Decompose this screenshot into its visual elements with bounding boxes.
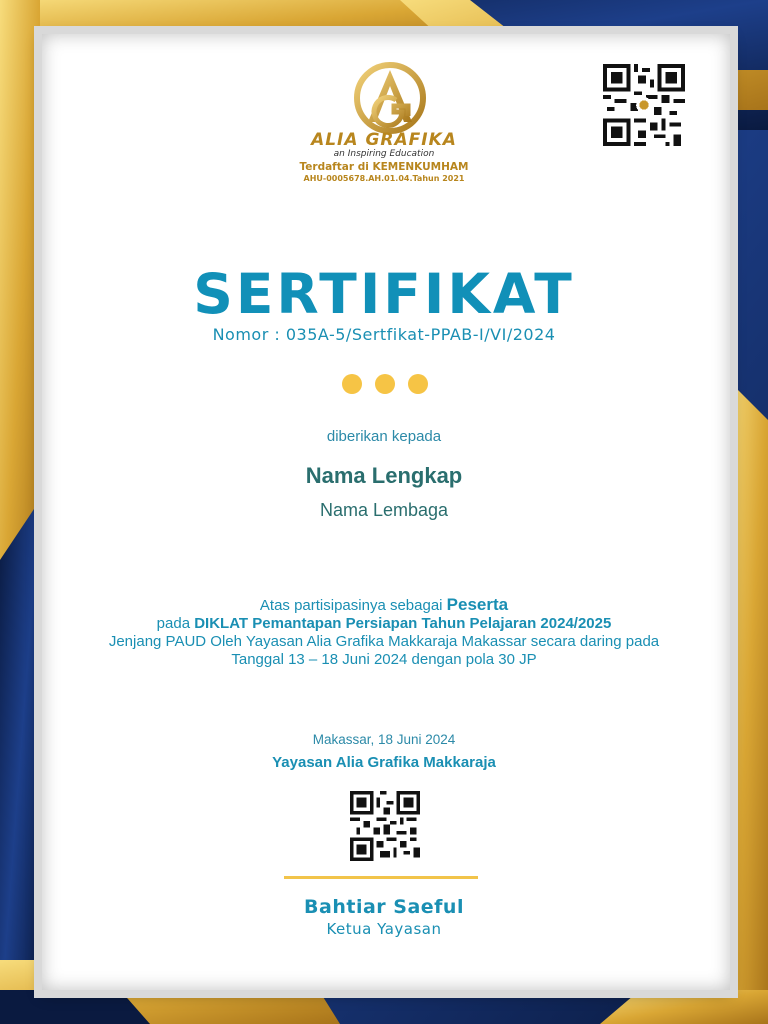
participant-role: Peserta xyxy=(446,595,509,614)
decorative-dots xyxy=(340,373,430,395)
given-to-label: diberikan kepada xyxy=(326,428,442,445)
signature-line xyxy=(284,876,478,879)
signer-title: Ketua Yayasan xyxy=(326,920,442,938)
brand-tagline: an Inspiring Education xyxy=(333,149,435,159)
certificate-number: Nomor : 035A-5/Sertfikat-PPAB-I/VI/2024 xyxy=(212,325,556,344)
certificate-title: SERTIFIKAT xyxy=(193,262,575,326)
signer-name: Bahtiar Saeful xyxy=(304,896,464,918)
level-line: Jenjang PAUD Oleh Yayasan Alia Grafika Makkaraja Makassar secara daring pada xyxy=(108,633,660,650)
program-name: DIKLAT Pemantapan Persiapan Tahun Pelajaran 2024/2025 xyxy=(194,615,612,632)
program-line: pada DIKLAT Pemantapan Persiapan Tahun Pelajaran 2024/2025 xyxy=(156,615,612,632)
signature-qr-code-icon xyxy=(348,791,422,861)
qr-code-icon xyxy=(600,64,688,146)
registration-label: Terdaftar di KEMENKUMHAM xyxy=(299,161,469,173)
participation-line: Atas partisipasinya sebagai Peserta xyxy=(259,595,509,614)
alia-grafika-logo xyxy=(350,60,430,140)
date-line: Tanggal 13 – 18 Juni 2024 dengan pola 30 JP xyxy=(231,651,537,668)
registration-number: AHU-0005678.AH.01.04.Tahun 2021 xyxy=(303,174,465,183)
place-date: Makassar, 18 Juni 2024 xyxy=(312,732,456,747)
issuing-organization: Yayasan Alia Grafika Makkaraja xyxy=(272,754,496,771)
brand-name: ALIA GRAFIKA xyxy=(311,130,457,150)
recipient-institution: Nama Lembaga xyxy=(319,500,449,520)
certificate-description xyxy=(0,596,768,669)
recipient-name: Nama Lengkap xyxy=(305,463,463,488)
